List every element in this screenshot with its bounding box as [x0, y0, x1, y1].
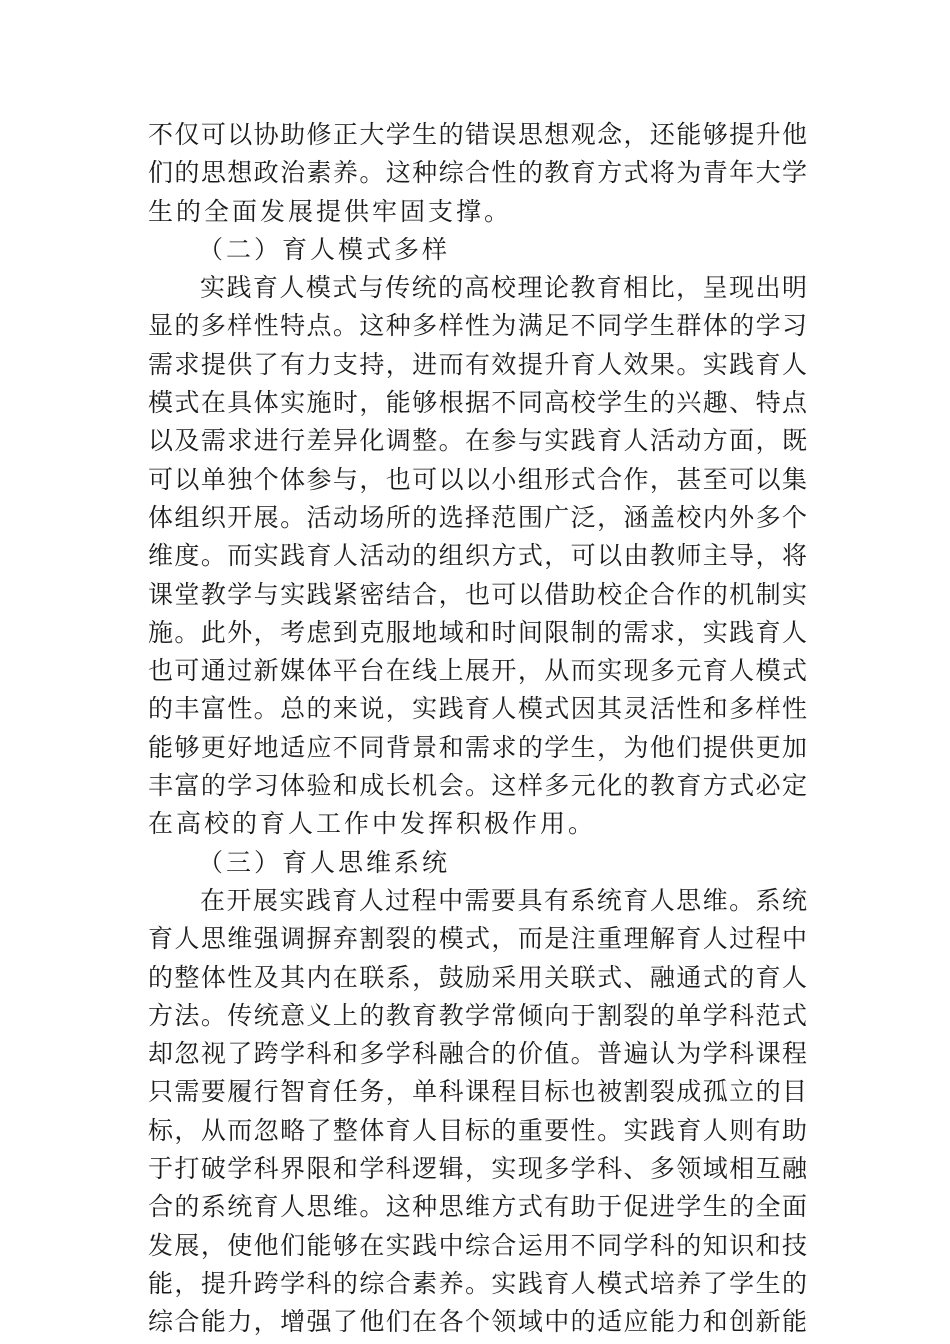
text-line: 不仅可以协助修正大学生的错误思想观念，还能够提升他 — [148, 120, 808, 149]
text-line: 体组织开展。活动场所的选择范围广泛，涵盖校内外多个 — [148, 502, 808, 532]
text-line: 实践育人模式与传统的高校理论教育相比，呈现出明 — [200, 273, 808, 303]
text-line: 维度。而实践育人活动的组织方式，可以由教师主导，将 — [148, 541, 808, 571]
body-text — [148, 116, 808, 1342]
text-line: 的整体性及其内在联系，鼓励采用关联式、融通式的育人 — [148, 962, 808, 992]
text-line: 丰富的学习体验和成长机会。这样多元化的教育方式必定 — [148, 771, 808, 801]
text-line: 显的多样性特点。这种多样性为满足不同学生群体的学习 — [148, 311, 808, 341]
text-line: 生的全面发展提供牢固支撑。 — [148, 196, 513, 226]
text-line: 课堂教学与实践紧密结合，也可以借助校企合作的机制实 — [148, 579, 808, 609]
text-line: 施。此外，考虑到克服地域和时间限制的需求，实践育人 — [148, 617, 808, 647]
text-line: 只需要履行智育任务，单科课程目标也被割裂成孤立的目 — [148, 1077, 808, 1107]
text-line: 在开展实践育人过程中需要具有系统育人思维。系统 — [200, 885, 808, 915]
text-line: 们的思想政治素养。这种综合性的教育方式将为青年大学 — [148, 158, 808, 188]
text-line: 育人思维强调摒弃割裂的模式，而是注重理解育人过程中 — [148, 924, 808, 954]
text-line: 能够更好地适应不同背景和需求的学生，为他们提供更加 — [148, 732, 808, 762]
text-line: 合的系统育人思维。这种思维方式有助于促进学生的全面 — [148, 1192, 808, 1222]
text-line: 却忽视了跨学科和多学科融合的价值。普遍认为学科课程 — [148, 1039, 808, 1069]
text-line: 方法。传统意义上的教育教学常倾向于割裂的单学科范式 — [148, 1000, 808, 1030]
text-line: 标，从而忽略了整体育人目标的重要性。实践育人则有助 — [148, 1115, 808, 1145]
text-line: 综合能力，增强了他们在各个领域中的适应能力和创新能 — [148, 1307, 808, 1337]
text-line: 于打破学科界限和学科逻辑，实现多学科、多领域相互融 — [148, 1154, 808, 1184]
text-line: 的丰富性。总的来说，实践育人模式因其灵活性和多样性 — [148, 694, 808, 724]
text-line: 能，提升跨学科的综合素养。实践育人模式培养了学生的 — [148, 1268, 808, 1298]
text-line: 也可通过新媒体平台在线上展开，从而实现多元育人模式 — [148, 656, 808, 686]
text-line: 可以单独个体参与，也可以以小组形式合作，甚至可以集 — [148, 464, 808, 494]
text-line: 需求提供了有力支持，进而有效提升育人效果。实践育人 — [148, 349, 808, 379]
section-heading: （二）育人模式多样 — [198, 234, 451, 264]
text-line: 在高校的育人工作中发挥积极作用。 — [148, 809, 597, 839]
text-line: 发展，使他们能够在实践中综合运用不同学科的知识和技 — [148, 1230, 808, 1260]
text-line: 以及需求进行差异化调整。在参与实践育人活动方面，既 — [148, 426, 808, 456]
section-heading: （三）育人思维系统 — [198, 847, 451, 877]
text-line: 模式在具体实施时，能够根据不同高校学生的兴趣、特点 — [148, 388, 808, 418]
